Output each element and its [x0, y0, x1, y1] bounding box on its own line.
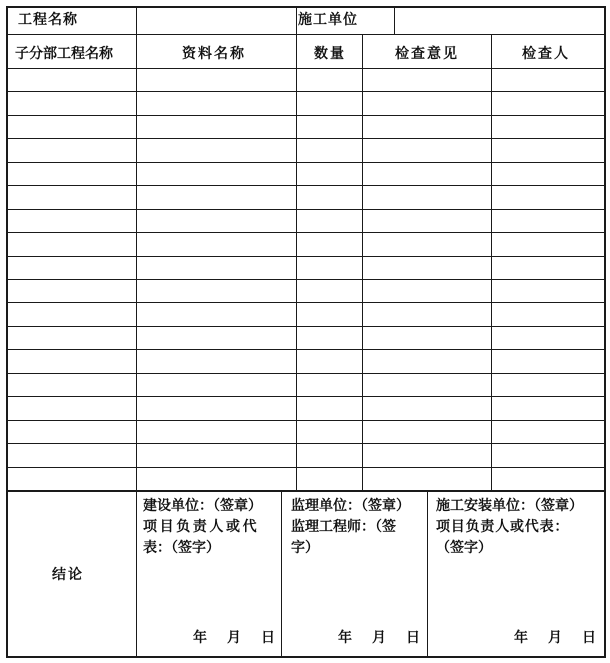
table-cell[interactable]: [137, 163, 296, 185]
date-day: 日: [261, 630, 275, 646]
conclusion-divider: [281, 490, 282, 656]
contractor-field[interactable]: [396, 6, 604, 34]
table-cell[interactable]: [297, 444, 362, 467]
table-cell[interactable]: [363, 139, 491, 162]
date-month: 月: [227, 630, 241, 646]
table-cell[interactable]: [297, 163, 362, 185]
table-cell[interactable]: [297, 233, 362, 256]
table-cell[interactable]: [492, 421, 604, 443]
table-cell[interactable]: [137, 303, 296, 326]
date-year: 年: [514, 630, 528, 646]
table-cell[interactable]: [492, 444, 604, 467]
table-cell[interactable]: [297, 327, 362, 349]
table-cell[interactable]: [7, 163, 136, 185]
date-year: 年: [193, 630, 207, 646]
supervisor-engineer-line: 监理工程师：（签: [291, 519, 396, 535]
table-cell[interactable]: [492, 397, 604, 420]
table-cell[interactable]: [492, 327, 604, 349]
date-year: 年: [338, 630, 352, 646]
table-cell[interactable]: [137, 210, 296, 232]
table-cell[interactable]: [7, 374, 136, 396]
table-cell[interactable]: [297, 303, 362, 326]
table-cell[interactable]: [363, 92, 491, 115]
table-cell[interactable]: [7, 280, 136, 302]
owner-signature-block: [143, 496, 281, 559]
table-cell[interactable]: [363, 116, 491, 138]
contractor-label: 施工单位: [298, 12, 358, 28]
header-row-divider: [6, 34, 604, 35]
date-month: 月: [372, 630, 386, 646]
table-cell[interactable]: [363, 397, 491, 420]
table-cell[interactable]: [137, 374, 296, 396]
supervisor-signature-line: 字）: [291, 540, 319, 556]
table-cell[interactable]: [492, 69, 604, 91]
column-divider: [136, 34, 137, 490]
table-cell[interactable]: [137, 139, 296, 162]
table-cell[interactable]: [7, 444, 136, 467]
column-divider: [491, 34, 492, 490]
installer-representative-line: 项目负责人或代表：: [436, 519, 570, 535]
table-cell[interactable]: [492, 303, 604, 326]
installer-unit-line: 施工安装单位：（签章）: [436, 498, 583, 514]
table-cell[interactable]: [363, 350, 491, 373]
table-cell[interactable]: [492, 280, 604, 302]
table-cell[interactable]: [297, 92, 362, 115]
body-bottom-divider: [6, 490, 604, 492]
conclusion-divider: [427, 490, 428, 656]
table-cell[interactable]: [297, 210, 362, 232]
table-border-bottom: [6, 656, 606, 658]
column-header-document-name: 资料名称: [182, 46, 246, 62]
table-cell[interactable]: [137, 116, 296, 138]
table-cell[interactable]: [363, 163, 491, 185]
table-cell[interactable]: [7, 350, 136, 373]
supervisor-unit-line: 监理单位：（签章）: [291, 498, 410, 514]
table-cell[interactable]: [363, 444, 491, 467]
table-cell[interactable]: [363, 468, 491, 490]
table-cell[interactable]: [7, 257, 136, 279]
table-cell[interactable]: [7, 186, 136, 209]
project-name-field[interactable]: [137, 6, 293, 34]
column-header-quantity: 数量: [314, 46, 346, 62]
table-cell[interactable]: [492, 468, 604, 490]
table-cell[interactable]: [363, 421, 491, 443]
table-cell[interactable]: [7, 92, 136, 115]
column-header-inspector: 检查人: [522, 46, 570, 62]
owner-unit-line: 建设单位：（签章）: [143, 498, 262, 514]
table-cell[interactable]: [363, 186, 491, 209]
header-divider: [394, 6, 395, 34]
column-header-inspection-opinion: 检查意见: [395, 46, 459, 62]
column-divider: [362, 34, 363, 490]
table-cell[interactable]: [297, 421, 362, 443]
table-cell[interactable]: [7, 116, 136, 138]
table-cell[interactable]: [7, 397, 136, 420]
table-cell[interactable]: [7, 69, 136, 91]
table-cell[interactable]: [363, 280, 491, 302]
table-cell[interactable]: [492, 116, 604, 138]
table-cell[interactable]: [297, 186, 362, 209]
table-cell[interactable]: [363, 327, 491, 349]
column-divider: [296, 34, 297, 490]
table-cell[interactable]: [7, 139, 136, 162]
column-header-subdivision: 子分部工程名称: [15, 46, 113, 62]
table-cell[interactable]: [492, 163, 604, 185]
installer-signature-line: （签字）: [436, 540, 492, 556]
table-cell[interactable]: [7, 210, 136, 232]
table-cell[interactable]: [297, 257, 362, 279]
table-cell[interactable]: [7, 468, 136, 490]
table-cell[interactable]: [297, 397, 362, 420]
table-cell[interactable]: [297, 280, 362, 302]
table-cell[interactable]: [363, 69, 491, 91]
date-day: 日: [406, 630, 420, 646]
table-cell[interactable]: [492, 210, 604, 232]
table-cell[interactable]: [137, 92, 296, 115]
table-cell[interactable]: [7, 421, 136, 443]
table-cell[interactable]: [297, 69, 362, 91]
conclusion-divider: [136, 490, 137, 656]
table-cell[interactable]: [137, 421, 296, 443]
header-divider: [296, 6, 297, 34]
conclusion-label: 结论: [52, 567, 84, 583]
table-cell[interactable]: [492, 139, 604, 162]
table-cell[interactable]: [137, 280, 296, 302]
table-cell[interactable]: [492, 92, 604, 115]
supervisor-signature-block: [291, 496, 426, 559]
table-cell[interactable]: [137, 327, 296, 349]
table-cell[interactable]: [297, 350, 362, 373]
table-cell[interactable]: [363, 374, 491, 396]
table-cell[interactable]: [492, 233, 604, 256]
table-cell[interactable]: [137, 444, 296, 467]
table-cell[interactable]: [492, 374, 604, 396]
owner-date: [193, 627, 275, 647]
table-cell[interactable]: [363, 233, 491, 256]
table-cell[interactable]: [7, 327, 136, 349]
supervisor-date: [338, 627, 420, 647]
table-cell[interactable]: [492, 186, 604, 209]
table-border-right: [604, 6, 606, 658]
table-cell[interactable]: [137, 257, 296, 279]
table-cell[interactable]: [492, 350, 604, 373]
table-cell[interactable]: [7, 303, 136, 326]
table-cell[interactable]: [297, 468, 362, 490]
owner-representative-line: 项目负责人或代: [143, 519, 260, 535]
table-cell[interactable]: [137, 233, 296, 256]
table-cell[interactable]: [363, 303, 491, 326]
table-cell[interactable]: [363, 210, 491, 232]
table-cell[interactable]: [137, 397, 296, 420]
table-cell[interactable]: [7, 233, 136, 256]
table-cell[interactable]: [297, 139, 362, 162]
table-cell[interactable]: [297, 116, 362, 138]
table-cell[interactable]: [137, 350, 296, 373]
table-cell[interactable]: [297, 374, 362, 396]
project-name-label: 工程名称: [18, 12, 78, 28]
table-cell[interactable]: [137, 468, 296, 490]
installer-signature-block: [436, 496, 608, 559]
table-cell[interactable]: [363, 257, 491, 279]
installer-date: [514, 627, 596, 647]
table-cell[interactable]: [492, 257, 604, 279]
date-day: 日: [582, 630, 596, 646]
date-month: 月: [548, 630, 562, 646]
table-cell[interactable]: [137, 69, 296, 91]
owner-signature-line: 表：（签字）: [143, 540, 220, 556]
table-cell[interactable]: [137, 186, 296, 209]
